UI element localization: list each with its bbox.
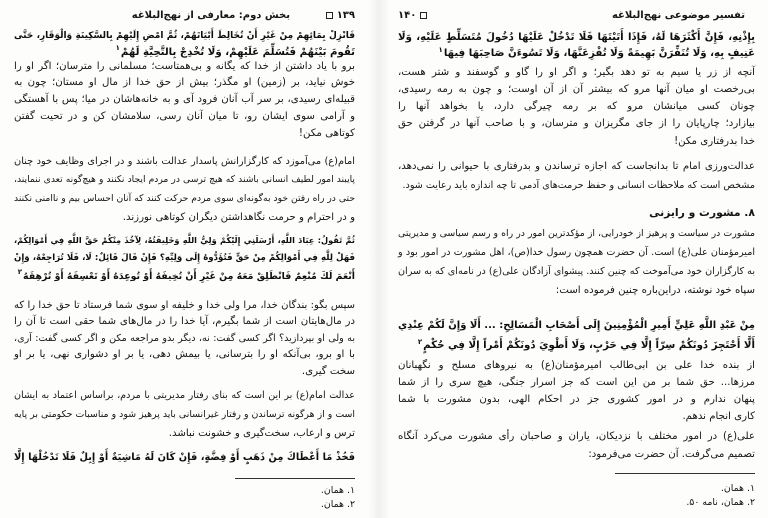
translation-line: پنهان ندارم و در امور کشوری جز در احکام الهی، بدون مشورت با شما bbox=[398, 393, 755, 405]
paragraph bbox=[398, 428, 755, 464]
quote-line: مِنْ عَبْدِ اللَّهِ عَلِيٍّ أَمِيرِ الْمُؤْمِنِينَ إِلَى أَصْحَابِ الْمَسَالِحِ: ... أَلَا وَإِنَّ لَكُمْ عِنْدِي bbox=[398, 320, 755, 331]
arabic-quote bbox=[14, 231, 355, 287]
quote-line: فَخُذْ مَا أَعْطَاكَ مِنْ ذَهَبٍ أَوْ فِضَّةٍ، فَإِنْ كَانَ لَهُ مَاشِيَةٌ أَوْ إِبِلٌ فَلَا تَدْخُلْهَا إِلَّا bbox=[14, 452, 355, 463]
paragraph bbox=[14, 153, 355, 228]
footnote-marker: ۱ bbox=[115, 44, 120, 53]
translation-line: قبیله‌ای رسیدی، بر سر آب آنان فرود آی و به خانه‌هاشان در میا؛ پس با آهستگی bbox=[14, 94, 355, 106]
translation-line: سخت گیری. bbox=[301, 365, 355, 377]
paragraph-line: تصمیم می‌گرفت. آن حضرت می‌فرمود: bbox=[588, 449, 755, 460]
square-ornament-icon bbox=[420, 12, 427, 19]
square-ornament-icon bbox=[326, 12, 333, 19]
paragraph-line: است و از هرگونه ترساندن و رفتار غیرانسانی باید پرهیز شود و مناسبات حکومتی بر پایه bbox=[14, 408, 355, 420]
quote-line: فَهَلْ لِلَّهِ فِي أَمْوَالِكُمْ مِنْ حَقٍّ فَتُؤَدُّوهُ إِلَى وَلِيِّهِ؟ فَإِنْ قَالَ قَائِلٌ: لَا، فَلَا تُرَاجِعْهُ، وَإِنْ bbox=[14, 253, 355, 263]
paragraph-line: به کارگزاران خود می‌آموخت که چنین کنند. پیشوای آزادگان علی(ع) در نامه‌ای که به سران bbox=[398, 266, 755, 278]
translation bbox=[398, 64, 755, 150]
running-header bbox=[398, 9, 755, 23]
quote-line-text: أَنْعَمَ لَكَ مُنْعِمٌ فَانْطَلِقْ مَعَهُ مِنْ غَيْرِ أَنْ تُخِيفَهُ أَوْ تُوعِدَهُ أَوْ تَعْسِفَهُ أَوْ تُرْهِقَهُ bbox=[23, 270, 355, 282]
footnote: ۲. همان. bbox=[320, 499, 355, 510]
translation-line: بیازارد؛ چارپایان را از جای مگریزان و مترسان، و با صاحب آنها در گرفتن حق bbox=[398, 118, 755, 130]
paragraph-line: علی(ع) در امور مختلف با نزدیکان، یاران و صاحبان رأی مشورت می‌کرد آنگاه bbox=[398, 431, 755, 442]
footnotes bbox=[398, 482, 755, 510]
quote-line: ثُمَّ تَقُولُ: عِبَادَ اللَّهِ، أَرْسَلَنِي إِلَيْكُمْ وَلِيُّ اللَّهِ وَخَلِيفَتُهُ، لِآخُذَ مِنْكُمْ حَقَّ اللَّهِ فِي أَمْوَالِكُمْ، bbox=[14, 234, 355, 245]
running-header bbox=[14, 9, 355, 23]
arabic-quote bbox=[14, 29, 355, 60]
paragraph-line: امیرمؤمنان علی(ع) است. آن حضرت همچون رسول خدا(ص)، اهل مشورت در امور بود و bbox=[398, 246, 755, 258]
quote-line-text: عَنِيفٍ بِهِ، وَلَا تُنَفِّرَنَّ بَهِيمَةً وَلَا تُفْزِعَنَّهَا، وَلَا تَسُوءَنَّ صَاحِبَهَا فِيهَا bbox=[443, 48, 755, 59]
translation-line: سپس بگو: بندگان خدا، مرا ولی خدا و خلیفه او سوی شما فرستاد تا حق خدا را که bbox=[14, 299, 355, 311]
paragraph bbox=[398, 157, 755, 195]
translation bbox=[14, 298, 355, 381]
translation-line: خوش نیاید، بر (زمین) او مگذر؛ بیش از حق خدا از مال او مستان؛ چون به bbox=[14, 77, 355, 89]
paragraph-line: مشخص است که ملاحظات انسانی و حفظ حرمت‌های آدمی تا چه اندازه باید رعایت شود. bbox=[402, 179, 755, 191]
translation-line: خدا بدرفتاری مکن! bbox=[674, 135, 755, 147]
translation-line: از بنده خدا علی بن ابی‌طالب امیرمؤمنان(ع) به نیروهای مسلح و نگهبانان bbox=[398, 359, 755, 371]
quote-line: بِإِذْنِهِ، فَإِنَّ أَكْثَرَهَا لَهُ، فَإِذَا أَتَيْتَهَا فَلَا تَدْخُلْ عَلَيْهَا دُخُولَ مُتَسَلِّطٍ عَلَيْهِ، وَلَا bbox=[398, 32, 755, 43]
page-number: ۱۳۹ bbox=[336, 10, 355, 21]
footnote-marker: ۱ bbox=[438, 45, 443, 54]
arabic-quote bbox=[14, 449, 355, 467]
translation-line: کوتاهی مکن! bbox=[298, 127, 355, 139]
arabic-quote bbox=[398, 316, 755, 356]
translation-line: کاری انجام ندهم. bbox=[682, 410, 755, 422]
paragraph bbox=[14, 386, 355, 443]
paragraph-line: عدالت امام(ع) بر این است که بنای رفتار مدیریتی با مردم، براساس اعتماد به ایشان bbox=[14, 389, 355, 401]
running-title: تفسیر موضوعی نهج‌البلاغه bbox=[611, 10, 745, 21]
page-number: ۱۴۰ bbox=[398, 10, 417, 21]
translation-line: به ولی او بپردازید؟ اگر کسی گفت: نه، دیگر بدو مراجعه مکن و اگر کسی گفت: آری، bbox=[14, 332, 355, 344]
paragraph-line: سپاه خود نوشته، دراین‌باره چنین فرموده است: bbox=[555, 285, 755, 297]
footnotes bbox=[14, 484, 355, 512]
quote-line-text: تَقُومَ بَيْنَهُمْ فَتُسَلِّمَ عَلَيْهِمْ، وَلَا تُخْدِجْ بِالتَّحِيَّةِ لَهُمْ bbox=[120, 46, 355, 58]
paragraph-line: و در احترام و حرمت نگاهداشتن دیگران کوتاهی نورزند. bbox=[122, 211, 355, 223]
footnote: ۱. همان. bbox=[720, 483, 755, 494]
book-gutter bbox=[368, 0, 390, 518]
paragraph-line: پایبند امور لطیف انسانی باشند که هیچ ترسی در مردم ایجاد نکنند و هیچ‌گونه تعدی ننمایند، bbox=[14, 174, 355, 186]
running-title: بخش دوم: معارفی از نهج‌البلاغه bbox=[131, 10, 290, 21]
page-left bbox=[14, 0, 355, 518]
translation-line: و آرامی سوی ایشان رو، تا میان آنان رسی، سلامشان کن و در تحیت گفتن bbox=[14, 110, 355, 122]
translation-line: در مال‌هایتان است از شما بگیرم، آیا خدا را در مال‌های شما حقی است تا آن را bbox=[14, 316, 355, 327]
paragraph-line: امام(ع) می‌آموزد که کارگزارانش پاسدار عدالت باشند و در اجرای وظایف خود چنان bbox=[14, 155, 355, 167]
translation-line: مرزها... حق شما بر من این است که جز اسرار جنگی، هیچ سری را از شما bbox=[398, 376, 755, 388]
footnote-marker: ۲ bbox=[17, 268, 23, 277]
quote-line bbox=[398, 46, 755, 62]
paragraph-line: حتی در راه رفتن خود به‌گونه‌ای سوی مردم حرکت کنند که آنان احساس بیم و ناامنی نکنند bbox=[14, 192, 355, 204]
translation-line: برو با یاد داشتن از خدا که یگانه و بی‌همتاست؛ مسلمانی را مترسان؛ اگر او را bbox=[14, 60, 355, 72]
footnote-rule bbox=[615, 473, 755, 474]
footnote: ۱. همان. bbox=[320, 485, 355, 496]
paragraph-line: ترس و ارعاب، سخت‌گیری و خشونت نباشد. bbox=[168, 427, 355, 439]
section-heading-block bbox=[398, 204, 755, 222]
quote-line bbox=[398, 336, 755, 356]
footnote-rule bbox=[235, 478, 355, 479]
paragraph-line: عدالت‌ورزی امام تا بدانجاست که اجازه ترساندن و بدرفتاری با حیوانی را نمی‌دهد، bbox=[398, 160, 755, 172]
translation bbox=[398, 357, 755, 425]
arabic-quote bbox=[398, 30, 755, 62]
quote-line: فَانْزِلْ بِمَائِهِمْ مِنْ غَيْرِ أَنْ تُخَالِطَ أَبْيَاتَهُمْ، ثُمَّ امْضِ إِلَيْهِمْ بِالسَّكِينَةِ وَالْوَقَارِ، حَتَّى bbox=[14, 31, 355, 41]
quote-line-text: أَلَّا أَحْتَجِزَ دُونَكُمْ سِرّاً إِلَّا فِي حَرْبٍ، وَلَا أَطْوِيَ دُونَكُمْ أَمْراً إِلَّا فِي حُكْمٍ bbox=[423, 340, 755, 351]
page-right bbox=[398, 0, 755, 518]
section-heading: ۸. مشورت و رایزنی bbox=[649, 206, 755, 219]
paragraph-line: مشورت در سیاست و پرهیز از خودرایی، از مؤکدترین امور در راه و رسم سیاسی و مدیریتی bbox=[398, 227, 755, 239]
translation-line: چونان کسی میانشان مرو که بر رمه چیرگی دارد، یا بخواهد آنها را bbox=[398, 101, 755, 112]
quote-line bbox=[14, 268, 355, 287]
paragraph bbox=[398, 224, 755, 301]
translation-line: با او برو، بی‌آنکه او را بترسانی، یا بیمش دهی، یا بر او دشواری نهی، یا بر او bbox=[14, 349, 355, 360]
translation bbox=[14, 59, 355, 143]
footnote: ۲. همان، نامه ۵۰. bbox=[686, 497, 755, 508]
translation-line: آنچه از زر یا سیم به تو دهد بگیر؛ و اگر او را گاو و گوسفند و شتر هست، bbox=[398, 66, 755, 78]
translation-line: بی‌رخصت او میان آنها مرو که بیشتر آن از آن اوست؛ و چون به رمه رسیدی، bbox=[398, 83, 755, 95]
footnote-marker: ۲ bbox=[417, 337, 423, 346]
